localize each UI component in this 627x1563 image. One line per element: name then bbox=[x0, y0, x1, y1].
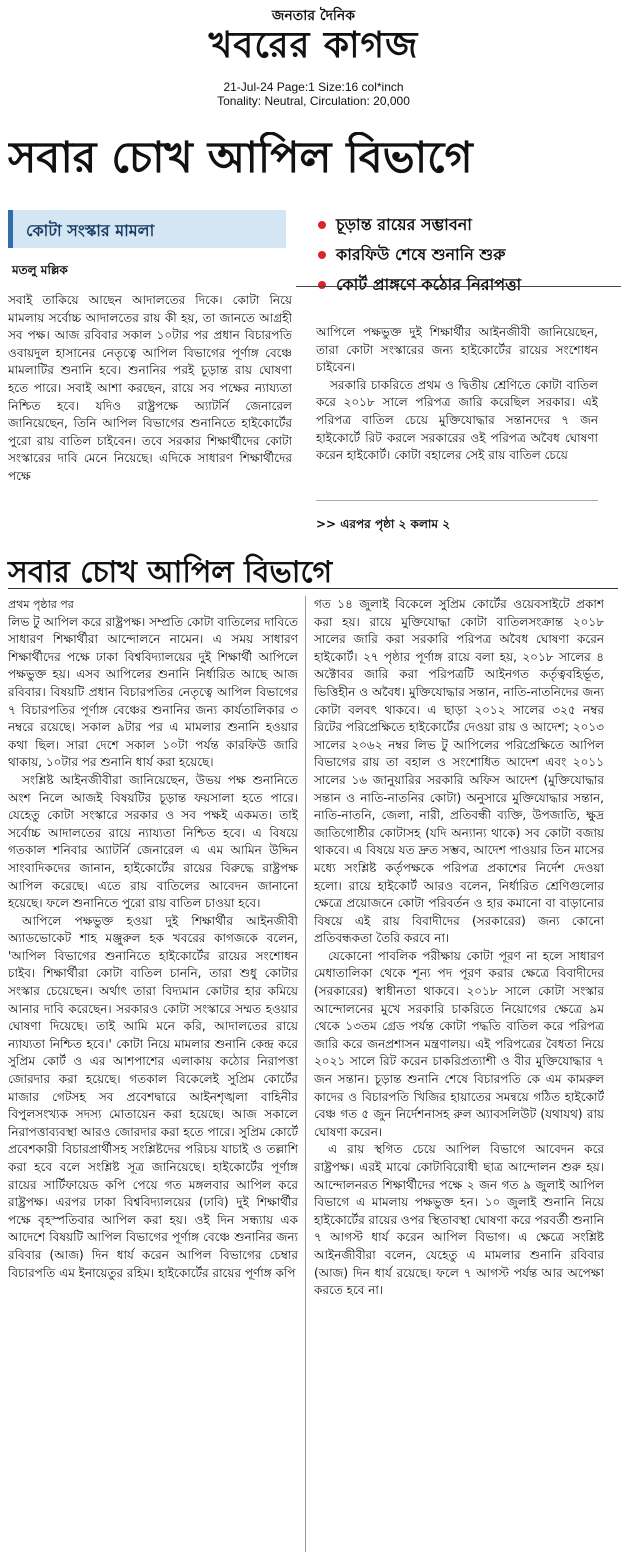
divider bbox=[296, 286, 621, 287]
bullet-item bbox=[318, 210, 618, 240]
masthead-tagline: জনতার দৈনিক bbox=[271, 8, 356, 24]
newspaper-logo: খবরের কাগজ bbox=[208, 25, 419, 66]
clipping-date-size: 21-Jul-24 Page:1 Size:16 col*inch bbox=[223, 80, 404, 94]
divider bbox=[316, 500, 598, 501]
section-label: কোটা সংস্কার মামলা bbox=[26, 221, 155, 240]
label-accent-bar bbox=[8, 210, 13, 248]
article-column-1 bbox=[8, 292, 292, 530]
article-column-4 bbox=[314, 596, 604, 1556]
bullet-dot-icon bbox=[318, 221, 326, 229]
bullet-item bbox=[318, 270, 618, 300]
paragraph: সংশ্লিষ্ট আইনজীবীরা জানিয়েছেন, উভয় পক্ষ শুনানিতে অংশ নিলে আজই বিষয়টির চূড়ান্ত ফয়সালা হতে পারে। যেহেতু কোটা সংস্কারে সরকার ও সব পক্ষই একমত। তাই সর্বোচ্চ আদালতের রায়ে ন্যায্যতা নিশ্চিত হবে। এ বিষয়ে গতকাল শনিবার অ্যাটর্নি জেনারেল এ এম আমিন উদ্দিন সাংবাদিকদের জানান, হাইকোর্টের রায়ের বিরুদ্ধে রাষ্ট্রপক্ষ আপিল করেছে। এতে রায় বাতিলের আবেদন জানানো হয়েছে। ফলে শুনানিতে পুরো রায় বাতিল চাওয়া হবে। bbox=[8, 772, 298, 911]
paragraph: গত ১৪ জুলাই বিকেলে সুপ্রিম কোর্টের ওয়েবসাইটে প্রকাশ করা হয়। রায়ে মুক্তিযোদ্ধা কোটা বাতিলসংক্রান্ত ২০১৮ সালের জারি করা সরকারি পরিপত্র অবৈধ ঘোষণা করেন হাইকোর্ট। ২৭ পৃষ্ঠার পূর্ণাঙ্গ রায়ে বলা হয়, ২০১৮ সালের ৪ অক্টোবর জারি করা পরিপত্রটি আইনগত কর্তৃত্ববহির্ভূত, ভিত্তিহীন ও অবৈধ। মুক্তিযোদ্ধার সন্তান, নাতি-নাতনিদের জন্য কোটা বলবৎ থাকবে। এ ছাড়া ২০১২ সালের ৩২৫ নম্বর রিটের পরিপ্রেক্ষিতে হাইকোর্টের দেওয়া রায় ও আদেশ; ২০১৩ সালের ২০৬২ নম্বর লিভ টু আপিলের পরিপ্রেক্ষিতে আপিল বিভাগের রায় তা বহাল ও সংশোধিত আদেশ এবং ২০১১ সালের ১৬ জানুয়ারির সরকারি অফিস আদেশ (মুক্তিযোদ্ধার সন্তান ও নাতি-নাতনির কোটা) অনুসারে মুক্তিযোদ্ধার সন্তান, নাতি-নাতনি, জেলা, নারী, প্রতিবন্ধী ব্যক্তি, উপজাতি, ক্ষুদ্র জাতিগোষ্ঠীর কোটাসহ (যদি অন্যান্য থাকে) সব কোটা বজায় থাকবে। এ বিষয়ে যত দ্রুত সম্ভব, আদেশ পাওয়ার তিন মাসের মধ্যে সংশ্লিষ্ট কর্তৃপক্ষকে পরিপত্র প্রকাশের নির্দেশ দেওয়া হলো। রায়ে হাইকোর্ট আরও বলেন, নির্ধারিত শ্রেণিগুলোর ক্ষেত্রে প্রয়োজনে কোটা পরিবর্তন ও হার কমানো বা বাড়ানোর বিষয়ে এই রায় বিবাদীদের (সরকারের) জন্য কোনো প্রতিবন্ধকতা তৈরি করবে না। bbox=[314, 597, 604, 946]
continuation-headline: সবার চোখ আপিল বিভাগে bbox=[8, 555, 333, 590]
lead-in: প্রথম পৃষ্ঠার পর bbox=[8, 598, 74, 611]
clipping-meta bbox=[0, 80, 627, 108]
continued-note: >> এরপর পৃষ্ঠা ২ কলাম ২ bbox=[316, 517, 451, 531]
bullet-dot-icon bbox=[318, 281, 326, 289]
column-divider bbox=[305, 596, 306, 1552]
paragraph: সবাই তাকিয়ে আছেন আদালতের দিকে। কোটা নিয়ে মামলায় সর্বোচ্চ আদালতের রায় কী হয়, তা জানতে আগ্রহী সব পক্ষ। আজ রবিবার সকাল ১০টার পর প্রধান বিচারপতি ওবায়দুল হাসানের নেতৃত্বে আপিল বিভাগের পূর্ণাঙ্গ বেঞ্চে মামলাটির শুনানি হবে। শুনানির পরই চূড়ান্ত রায় ঘোষণা হতে পারে। সবাই আশা করছেন, রায়ে সব পক্ষের ন্যায্যতা নিশ্চিত হবে। যদিও রাষ্ট্রপক্ষে অ্যাটর্নি জেনারেল জানিয়েছেন, তিনি আপিল বিভাগের শুনানিতে হাইকোর্টের পুরো রায় বাতিল চাইবেন। তবে সরকার শিক্ষার্থীদের কোটা সংস্কারের দাবি মেনে নিয়েছে। এদিকে সাধারণ শিক্ষার্থীদের পক্ষে bbox=[8, 293, 292, 483]
clipping-tonality: Tonality: Neutral, Circulation: 20,000 bbox=[217, 94, 410, 108]
paragraph: আপিলে পক্ষভুক্ত হওয়া দুই শিক্ষার্থীর আইনজীবী অ্যাডভোকেট শাহ মঞ্জুরুল হক খবরের কাগজকে বলেন, 'আপিল বিভাগের শুনানিতে হাইকোর্টের রায়ের সংশোধন চাইব। শিক্ষার্থীরা কোটা বাতিল চাননি, তারা শুধু কোটার সংস্কার চেয়েছেন। অর্থাৎ তারা বিদ্যমান কোটার হার কমিয়ে আনার দাবি করেছেন। সরকারও কোটা সংস্কারে সম্মত হওয়ার ঘোষণা দিয়েছে। তাই আমি মনে করি, আদালতের রায়ে ন্যায্যতা নিশ্চিত হবে।' কোটা নিয়ে মামলার শুনানি কেন্দ্র করে সুপ্রিম কোর্ট ও এর আশপাশের এলাকায় কঠোর নিরাপত্তা জোরদার করা হয়েছে। গতকাল বিকেলেই সুপ্রিম কোর্টের মাজার গেটসহ সব প্রবেশদ্বারে আইনশৃঙ্খলা বাহিনীর বিপুলসংখ্যক সদস্য মোতায়েন করা হয়েছে। আজ সকালে নিরাপত্তাব্যবস্থা আরও জোরদার করা হতে পারে। সুপ্রিম কোর্টে প্রবেশকারী বিচারপ্রার্থীসহ সংশ্লিষ্টদের পরিচয় যাচাই ও তল্লাশি করা হবে বলে সংশ্লিষ্ট সূত্র জানিয়েছে। হাইকোর্টের পূর্ণাঙ্গ রায়ের সার্টিফায়েড কপি পেয়ে গত মঙ্গলবার আপিল করে রাষ্ট্রপক্ষ। এরপর ঢাকা বিশ্ববিদ্যালয়ের (ঢাবি) দুই শিক্ষার্থীর পক্ষে বৃহস্পতিবার আপিল করা হয়। ওই দিন সন্ধ্যায় এক আদেশে বিষয়টি আপিল বিভাগের পূর্ণাঙ্গ বেঞ্চে শুনানির জন্য রবিবার (আজ) দিন ধার্য করেন আপিল বিভাগের চেম্বার বিচারপতি এম ইনায়েতুর রহিম। হাইকোর্টের রায়ের পূর্ণাঙ্গ কপি bbox=[8, 913, 298, 1280]
bullet-text: চূড়ান্ত রায়ের সম্ভাবনা bbox=[336, 214, 472, 234]
section-label-bar bbox=[8, 210, 286, 248]
article-column-3 bbox=[8, 596, 298, 1556]
paragraph: লিভ টু আপিল করে রাষ্ট্রপক্ষ। সম্প্রতি কোটা বাতিলের দাবিতে সাধারণ শিক্ষার্থীরা আন্দোলনে নামেন। এ সময় সাধারণ শিক্ষার্থীদের পক্ষে ঢাকা বিশ্ববিদ্যালয়ের দুই শিক্ষার্থী আপিলে পক্ষভুক্ত হয়। এসব আপিলের শুনানি নির্ধারিত আছে আজ রবিবার। বিষয়টি প্রধান বিচারপতির নেতৃত্বে আপিল বিভাগের ৭ বিচারপতির পূর্ণাঙ্গ বেঞ্চের শুনানির জন্য কার্যতালিকার ৩ নম্বরে রয়েছে। সকাল ৯টার পর এ মামলার শুনানি হওয়ার কথা ছিল। সারা দেশে সকাল ১০টা পর্যন্ত কারফিউ জারি থাকায়, ১০টার পর শুনানি ধার্য করা হয়েছে। bbox=[8, 614, 298, 770]
divider bbox=[8, 588, 618, 589]
main-headline: সবার চোখ আপিল বিভাগে bbox=[8, 133, 473, 183]
paragraph: এ রায় স্থগিত চেয়ে আপিল বিভাগে আবেদন করে রাষ্ট্রপক্ষ। এরই মাঝে কোটাবিরোধী ছাত্র আন্দোলন শুরু হয়। আন্দোলনরত শিক্ষার্থীদের পক্ষে ২ জন গত ৯ জুলাই আপিল বিভাগে এ মামলায় পক্ষভুক্ত হন। ১০ জুলাই শুনানি নিয়ে হাইকোর্টের রায়ের ওপর স্থিতাবস্থা ঘোষণা করে পরবর্তী শুনানি ৭ আগস্ট ধার্য করেন আপিল বিভাগ। এ ক্ষেত্রে সংশ্লিষ্ট আইনজীবীরা বলেন, যেহেতু এ মামলার শুনানি রবিবার (আজ) দিন ধার্য রয়েছে। ফলে ৭ আগস্ট পর্যন্ত আর অপেক্ষা করতে হবে না। bbox=[314, 1142, 604, 1298]
paragraph: আপিলে পক্ষভুক্ত দুই শিক্ষার্থীর আইনজীবী জানিয়েছেন, তারা কোটা সংস্কারের জন্য হাইকোর্টের রায়ের সংশোধন চাইবেন। bbox=[316, 325, 598, 375]
bullet-item bbox=[318, 240, 618, 270]
masthead bbox=[0, 0, 627, 112]
bullet-dot-icon bbox=[318, 251, 326, 259]
bullet-text: কোর্ট প্রাঙ্গণে কঠোর নিরাপত্তা bbox=[336, 274, 522, 294]
paragraph: সরকারি চাকরিতে প্রথম ও দ্বিতীয় শ্রেণিতে কোটা বাতিল করে ২০১৮ সালে পরিপত্র জারি করেছিল সরকার। এই পরিপত্র বাতিল চেয়ে মুক্তিযোদ্ধার সন্তানদের ৭ জন হাইকোর্টে রিট করলে সরকারের ওই পরিপত্র অবৈধ ঘোষণা করেন হাইকোর্ট। কোটা বহালের সেই রায় বাতিল চেয়ে bbox=[316, 377, 598, 463]
paragraph: যেকোনো পাবলিক পরীক্ষায় কোটা পূরণ না হলে সাধারণ মেধাতালিকা থেকে শূন্য পদ পূরণ করার ক্ষেত্রে বিবাদীদের (সরকারের) স্বাধীনতা থাকবে। ২০১৮ সালে কোটা সংস্কার আন্দোলনের মুখে সরকারি চাকরিতে নিয়োগের ক্ষেত্রে ৯ম থেকে ১৩তম গ্রেড পর্যন্ত কোটা পদ্ধতি বাতিল করে পরিপত্র জারি করে জনপ্রশাসন মন্ত্রণালয়। এই পরিপত্রের বৈধতা নিয়ে ২০২১ সালে রিট করেন চাকরিপ্রত্যাশী ও বীর মুক্তিযোদ্ধার ৭ জন সন্তান। চূড়ান্ত শুনানি শেষে বিচারপতি কে এম কামরুল কাদের ও বিচারপতি খিজির হায়াতের সমন্বয়ে গঠিত হাইকোর্ট বেঞ্চ গত ৫ জুন নির্দেশনাসহ রুল অ্যাবসলিউট (যথাযথ) রায় ঘোষণা করেন। bbox=[314, 948, 604, 1139]
article-column-2 bbox=[316, 324, 598, 500]
bullet-text: কারফিউ শেষে শুনানি শুরু bbox=[336, 244, 506, 264]
byline: মতলু মল্লিক bbox=[12, 263, 68, 277]
